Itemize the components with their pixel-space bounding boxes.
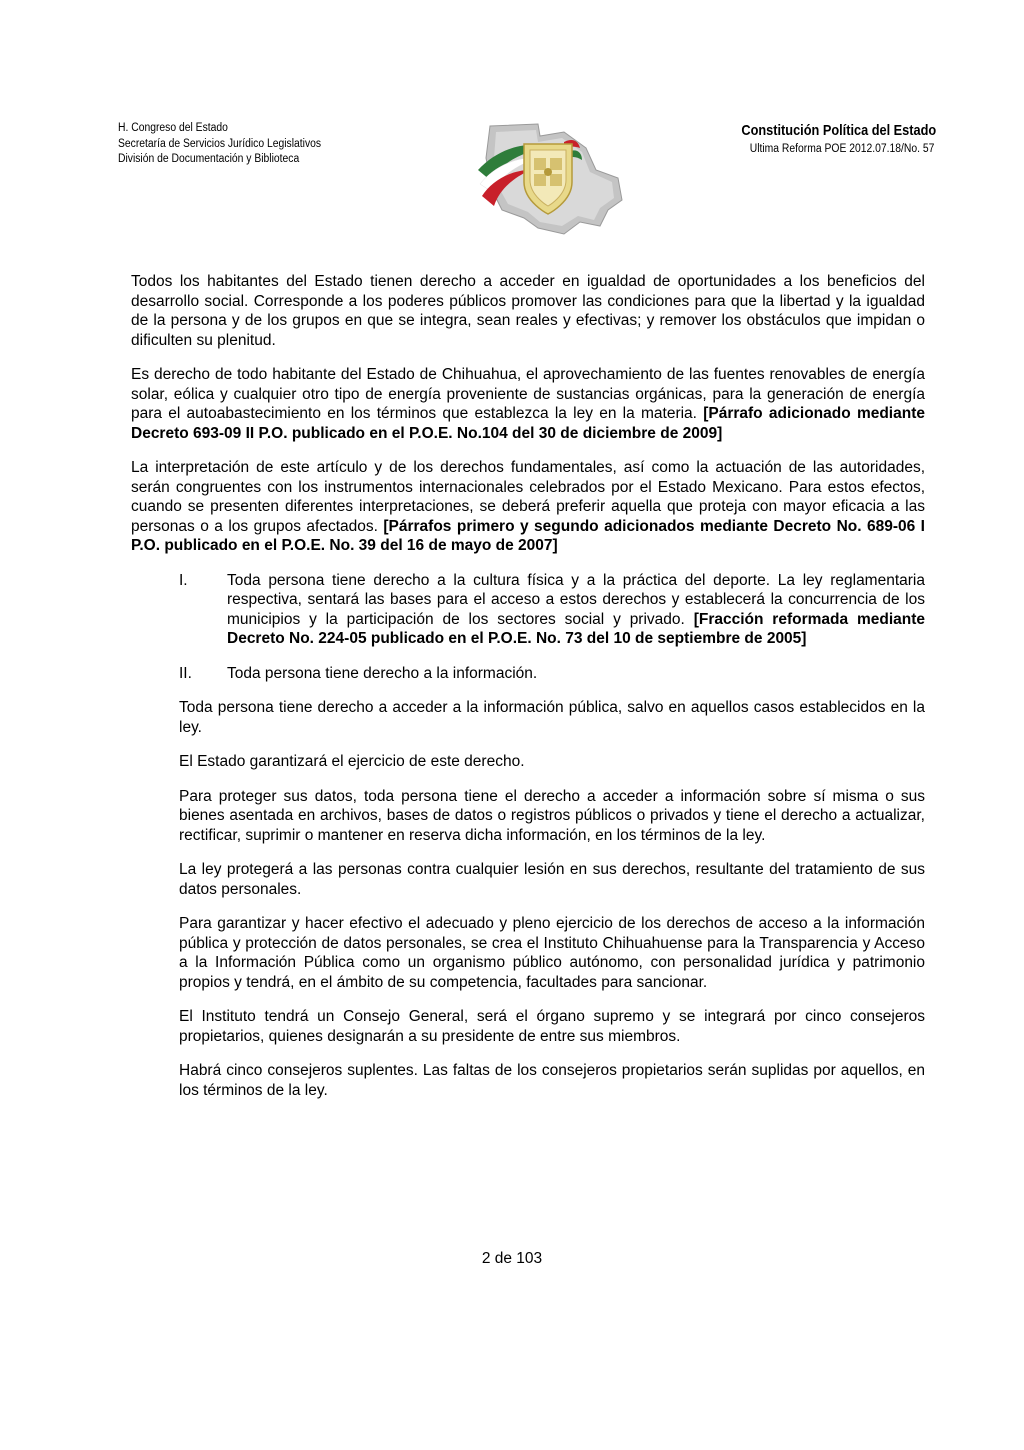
indented-paragraph: El Instituto tendrá un Consejo General, será el órgano supremo y se integrará por cinco consejeros propietarios, quienes designarán a su presidente de entre sus miembros. <box>179 1008 925 1045</box>
fraction-text: Toda persona tiene derecho a la información. <box>227 664 538 682</box>
indented-paragraph: Toda persona tiene derecho a acceder a la información pública, salvo en aquellos casos establecidos en la ley. <box>179 699 925 736</box>
fraction-item <box>179 571 925 649</box>
paragraph-text: La interpretación de este artículo y de los derechos fundamentales, así como la actuación de las autoridades, serán congruentes con los instrumentos internacionales celebrados por el Estado Mexicano. Para estos efectos, cuando se presenten diferentes interpretaciones, se deberá preferir aquella que proteja con mayor eficacia a las personas o a los grupos afectados. <box>131 459 925 535</box>
header-institution-line: Secretaría de Servicios Jurídico Legislativos <box>118 137 322 150</box>
fraction-number: I. <box>179 571 188 589</box>
fraction-item <box>179 664 925 684</box>
indented-paragraph: Habrá cinco consejeros suplentes. Las faltas de los consejeros propietarios serán suplidas por aquellos, en los términos de la ley. <box>179 1062 925 1099</box>
reform-note: [Fracción reformada mediante Decreto No. 224-05 publicado en el P.O.E. No. 73 del 10 de septiembre de 2005] <box>227 610 925 647</box>
chihuahua-state-seal-logo-icon <box>468 118 628 238</box>
indented-paragraph: Para garantizar y hacer efectivo el adecuado y pleno ejercicio de los derechos de acceso a la información pública y protección de datos personales, se crea el Instituto Chihuahuense para la Transparencia y Acceso a la Información Pública como un organismo público autónomo, con personalidad jurídica y patrimonio propios y tendrá, en el ámbito de su competencia, facultades para sancionar. <box>179 915 925 991</box>
document-title: Constitución Política del Estado <box>741 122 936 139</box>
document-body <box>131 272 925 1115</box>
body-paragraph <box>131 458 925 556</box>
header-institution-block <box>118 121 321 168</box>
body-paragraph: Todos los habitantes del Estado tienen derecho a acceder en igualdad de oportunidades a los beneficios del desarrollo social. Corresponde a los poderes públicos promover las condiciones para que la libertad y la igualdad de la persona y de los grupos en que se integra, sean reales y efectivas; y remover los obstáculos que impidan o dificulten su plenitud. <box>131 273 925 349</box>
body-paragraph <box>131 365 925 443</box>
indented-paragraph: La ley protegerá a las personas contra cualquier lesión en sus derechos, resultante del tratamiento de sus datos personales. <box>179 861 925 898</box>
document-reform-note: Ultima Reforma POE 2012.07.18/No. 57 <box>749 143 935 155</box>
indented-paragraph: Para proteger sus datos, toda persona tiene el derecho a acceder a información sobre sí misma o sus bienes asentada en archivos, bases de datos o registros públicos o privados y tiene el derecho a actualizar, rectificar, suprimir o mantener en reserva dicha información, en los términos de la ley. <box>179 787 925 844</box>
reform-note: [Párrafos primero y segundo adicionados mediante Decreto No. 689-06 I P.O. publicado en el P.O.E. No. 39 del 16 de mayo de 2007] <box>131 517 925 554</box>
page-number: 2 de 103 <box>481 1250 543 1267</box>
header-document-block <box>707 121 936 157</box>
fraction-number: II. <box>179 664 192 682</box>
paragraph-text: Es derecho de todo habitante del Estado de Chihuahua, el aprovechamiento de las fuentes renovables de energía solar, eólica y cualquier otro tipo de energía proveniente de sustancias orgánicas, para la generación de energía para el autoabastecimiento en los términos que establezca la ley en la materia. <box>131 366 925 422</box>
header-institution-line: División de Documentación y Biblioteca <box>118 153 300 165</box>
header-institution-line: H. Congreso del Estado <box>118 122 228 134</box>
indented-paragraph: El Estado garantizará el ejercicio de este derecho. <box>179 753 525 770</box>
reform-note: [Párrafo adicionado mediante Decreto 693-09 II P.O. publicado en el P.O.E. No.104 del 30 de diciembre de 2009] <box>131 405 925 442</box>
fraction-text: Toda persona tiene derecho a la cultura física y a la práctica del deporte. La ley reglamentaria respectiva, sentará las bases para el acceso a estos derechos y establecerá la concurrencia de los municipios y la participación de los sectores social y privado. <box>227 571 925 628</box>
